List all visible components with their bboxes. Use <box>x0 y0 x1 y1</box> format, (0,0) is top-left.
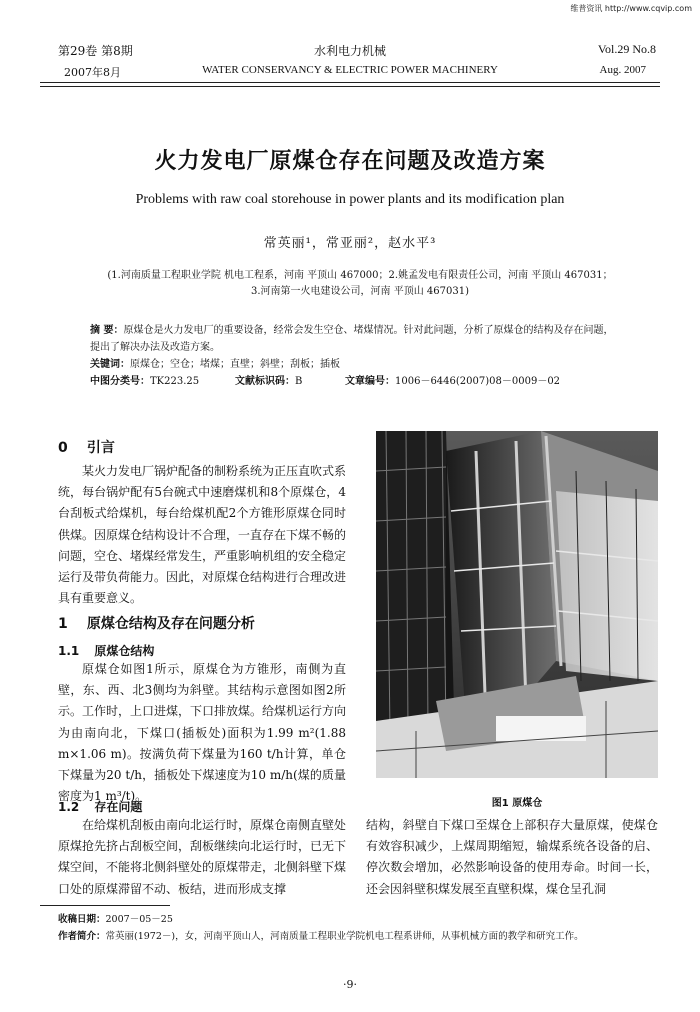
section-1-title: 原煤仓结构及存在问题分析 <box>86 616 255 632</box>
affiliation-line-2: 3.河南第一火电建设公司，河南 平顶山 467031) <box>251 286 469 297</box>
keywords-text: 原煤仓；空仓；堵煤；直壁；斜壁；刮板；插板 <box>130 359 340 370</box>
author-bio <box>58 928 668 942</box>
journal-en: WATER CONSERVANCY & ELECTRIC POWER MACHINERY <box>202 64 498 76</box>
section-1-number: 1 <box>58 616 68 632</box>
clc-value: TK223.25 <box>150 376 200 387</box>
received-label: 收稿日期： <box>58 914 106 925</box>
section-1-2-heading <box>58 796 142 815</box>
clc-label: 中图分类号： <box>90 376 150 387</box>
section-1-1-title: 原煤仓结构 <box>94 644 155 658</box>
keywords <box>90 356 620 373</box>
received-date <box>58 911 173 925</box>
abstract-label: 摘 要： <box>90 325 124 336</box>
volume-en: Vol.29 No.8 <box>597 42 656 56</box>
authors: 常英丽¹，常亚丽²，赵水平³ <box>263 236 437 251</box>
section-1-1-number: 1.1 <box>58 644 80 658</box>
abstract-block <box>90 322 620 390</box>
affiliation-line-1: (1.河南质量工程职业学院 机电工程系，河南 平顶山 467000；2.姚孟发电有限责任公司，河南 平顶山 467031； <box>107 270 613 281</box>
watermark: 维普资讯 http://www.cqvip.com <box>570 4 692 13</box>
article-label: 文章编号： <box>345 376 395 387</box>
coal-bunker-photo <box>376 431 658 778</box>
doc-code <box>235 373 345 390</box>
footnote-rule <box>40 905 170 906</box>
section-1-1-text: 原煤仓如图1所示，原煤仓为方锥形，南侧为直壁，东、西、北3侧均为斜壁。其结构示意图如图2所示。工作时，上口进煤，下口排放煤。给煤机运行方向为由南向北，下煤口(插板处)面积为1.99 m²(1.88 m×1.06 m)。按满负荷下煤量为160 t/h计算，单仓下煤量为20 t/h，插板处下煤速度为10 m/h(煤的质量密度为1 m³/t)。 <box>58 662 347 804</box>
section-1-heading <box>58 613 255 633</box>
abstract-text: 原煤仓是火力发电厂的重要设备，经常会发生空仓、堵煤情况。针对此问题，分析了原煤仓的结构及存在问题，提出了解决办法及改造方案。 <box>90 325 614 353</box>
date-en: Aug. 2007 <box>599 64 646 76</box>
classification-row <box>90 373 620 390</box>
date-cn: 2007年8月 <box>64 66 121 79</box>
affiliations <box>60 268 660 300</box>
header-rule <box>40 82 660 83</box>
section-1-2-number: 1.2 <box>58 800 80 814</box>
title-en: Problems with raw coal storehouse in power plants and its modification plan <box>135 192 565 207</box>
article-number <box>345 373 560 390</box>
doc-label: 文献标识码： <box>235 376 295 387</box>
article-value: 1006－6446(2007)08－0009－02 <box>395 376 561 387</box>
section-0-number: 0 <box>58 440 68 456</box>
keywords-label: 关键词： <box>90 359 130 370</box>
section-1-2-text-continued: 结构，斜壁自下煤口至煤仓上部积存大量原煤，使煤仓有效容积减少，上煤周期缩短，输煤系统各设备的启、停次数会增加，必然影响设备的使用寿命。时间一长，还会因斜壁积煤发展至直壁积煤，煤仓呈孔洞 <box>366 818 658 896</box>
figure-1-photo <box>376 431 658 778</box>
title-cn: 火力发电厂原煤仓存在问题及改造方案 <box>154 149 546 174</box>
page-number: ·9· <box>343 978 357 991</box>
section-0-heading <box>58 437 115 457</box>
journal-cn: 水利电力机械 <box>313 44 386 58</box>
abstract <box>90 322 620 356</box>
section-0-text: 某火力发电厂锅炉配备的制粉系统为正压直吹式系统，每台锅炉配有5台碗式中速磨煤机和8个原煤仓，4台刮板式给煤机，每台给煤机配2个方锥形原煤仓同时供煤。因原煤仓结构设计不合理，一直存在下煤不畅的问题，空仓、堵煤经常发生，严重影响机组的安全稳定运行及带负荷能力。因此，对原煤仓结构进行合理改进具有重要意义。 <box>58 464 347 606</box>
doc-value: B <box>295 376 303 387</box>
section-1-2-title: 存在问题 <box>94 800 143 814</box>
author-bio-label: 作者简介： <box>58 931 106 942</box>
figure-1-caption: 图1 原煤仓 <box>491 798 543 809</box>
section-1-1-heading <box>58 640 154 659</box>
issue-cn: 第29卷 第8期 <box>58 44 133 58</box>
section-0-title: 引言 <box>86 440 115 456</box>
section-1-2-text: 在给煤机刮板由南向北运行时，原煤仓南侧直壁处原煤抢先挤占刮板空间，刮板继续向北运行时，已无下煤空间，不能将北侧斜壁处的原煤带走，北侧斜壁下煤口处的原煤滞留不动、板结，进而形成支撑 <box>58 818 347 896</box>
received-value: 2007－05－25 <box>105 914 173 925</box>
clc <box>90 373 235 390</box>
header-rule-thin <box>40 86 660 87</box>
author-bio-text: 常英丽(1972－)，女，河南平顶山人，河南质量工程职业学院机电工程系讲师，从事机械方面的教学和研究工作。 <box>105 931 584 942</box>
